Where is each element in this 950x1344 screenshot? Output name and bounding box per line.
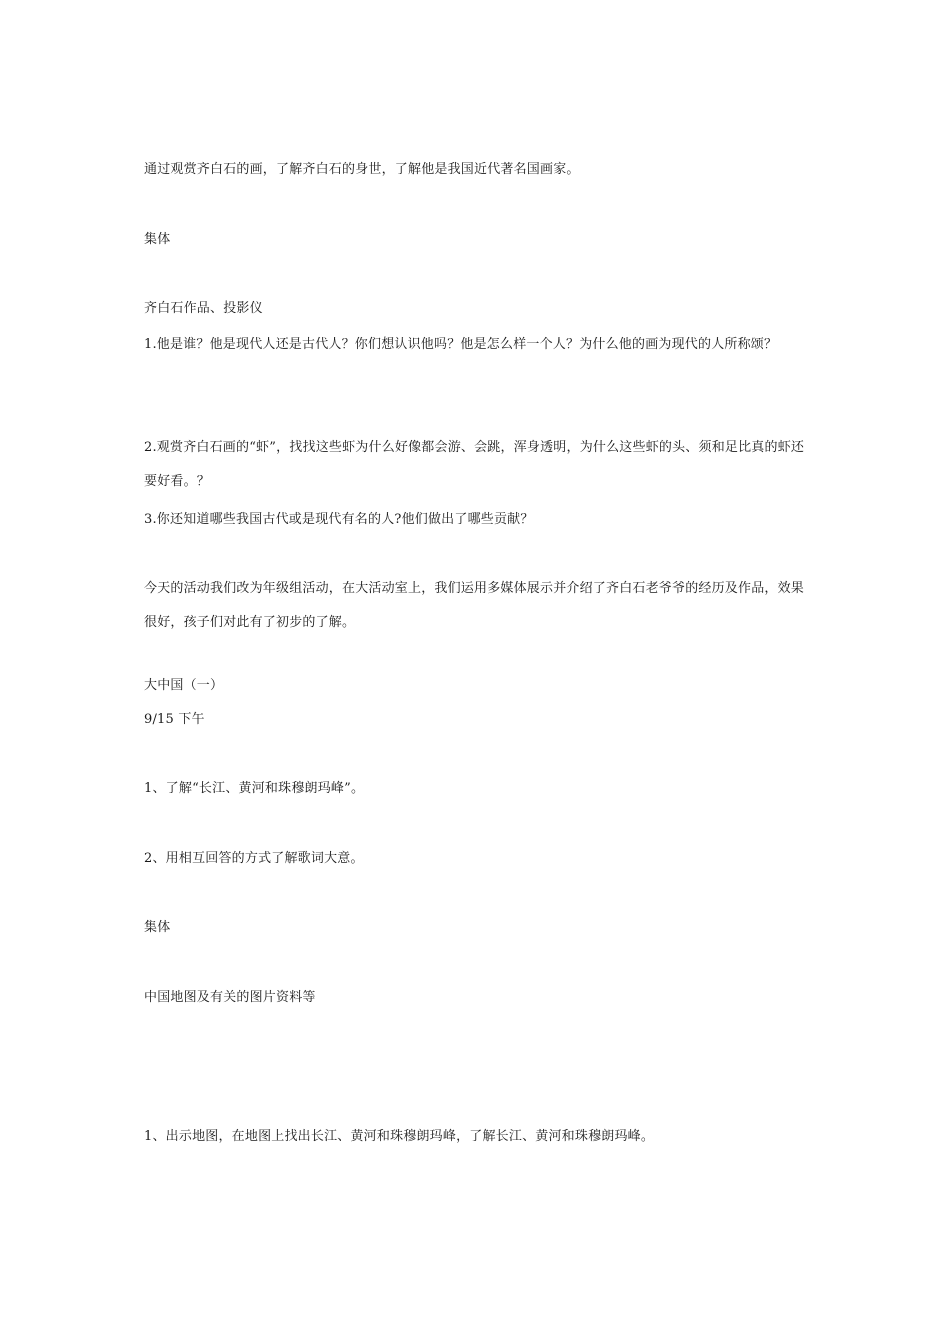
lesson2-objective-2: 2、用相互回答的方式了解歌词大意。: [144, 851, 364, 866]
lesson2-time: 9/15 下午: [144, 712, 205, 727]
lesson2-title: 大中国（一）: [144, 678, 224, 693]
lesson1-objective: 通过观赏齐白石的画，了解齐白石的身世，了解他是我国近代著名国画家。: [144, 162, 580, 177]
lesson2-materials: 中国地图及有关的图片资料等: [144, 990, 316, 1005]
lesson1-reflection: 今天的活动我们改为年级组活动，在大活动室上，我们运用多媒体展示并介绍了齐白石老爷爷的经历及作品，效果很好，孩子们对此有了初步的了解。: [144, 581, 805, 630]
lesson1-form: 集体: [144, 232, 171, 247]
lesson1-step-1: 1.他是谁？他是现代人还是古代人？你们想认识他吗？他是怎么样一个人？为什么他的画为现代的人所称颂？: [144, 337, 778, 352]
lesson1-materials: 齐白石作品、投影仪: [144, 301, 263, 316]
lesson2-step-1: 1、出示地图，在地图上找出长江、黄河和珠穆朗玛峰，了解长江、黄河和珠穆朗玛峰。: [144, 1129, 655, 1144]
lesson2-form: 集体: [144, 920, 171, 935]
lesson2-objective-1: 1、了解“长江、黄河和珠穆朗玛峰”。: [144, 781, 365, 796]
lesson1-step-3: 3.你还知道哪些我国古代或是现代有名的人?他们做出了哪些贡献？: [144, 512, 534, 527]
lesson1-step-2: 2.观赏齐白石画的“虾”，找找这些虾为什么好像都会游、会跳，浑身透明，为什么这些虾的头、须和足比真的虾还要好看。？: [144, 440, 805, 489]
